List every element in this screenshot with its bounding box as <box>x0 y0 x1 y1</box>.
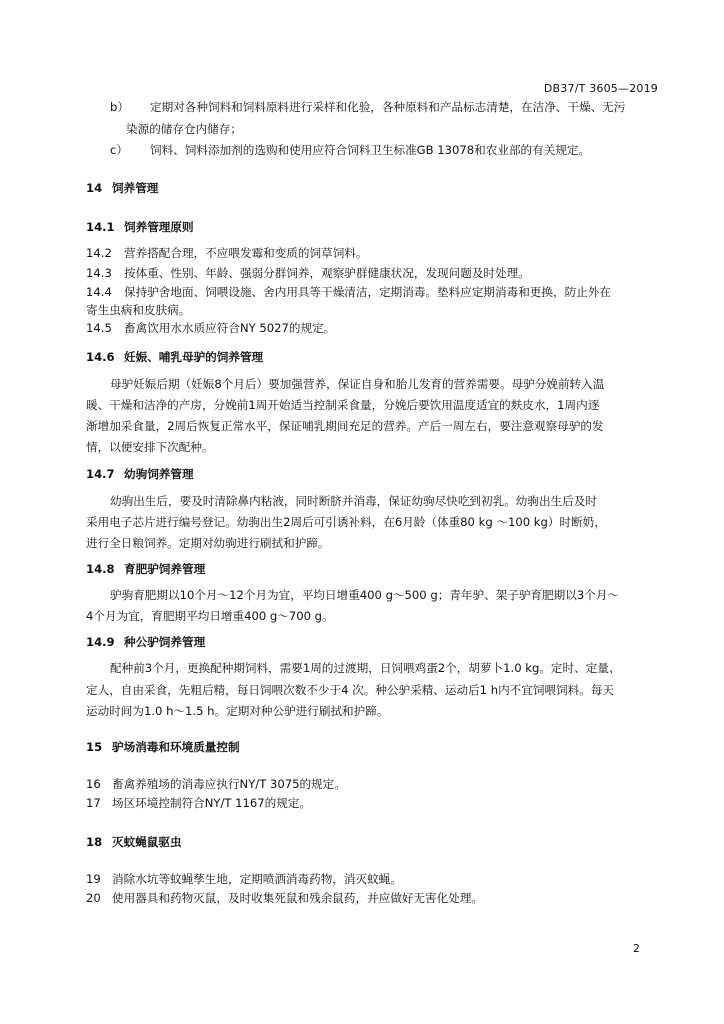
subsection-heading <box>86 349 656 365</box>
clause-number: 16 <box>86 777 101 791</box>
clause <box>86 265 656 281</box>
clause-number: 14.2 <box>86 246 112 260</box>
section-title: 妊娠、哺乳母驴的饲养管理 <box>124 350 264 364</box>
paragraph-line: 4个月为宜，育肥期平均日增重400 g～700 g。 <box>86 609 334 623</box>
paragraph-line: 渐增加采食量，2周后恢复正常水平，保证哺乳期间充足的营养。产后一周左右，要注意观察母驴的发 <box>86 419 604 433</box>
clause-number: 14.5 <box>86 321 112 335</box>
clause-text: 消除水坑等蚊蝇孳生地，定期喷洒消毒药物，消灭蚊蝇。 <box>112 872 402 886</box>
clause-text: 畜禽饮用水水质应符合NY 5027的规定。 <box>124 321 336 335</box>
clause-text: 营养搭配合理，不应喂发霉和变质的饲草饲料。 <box>124 246 368 260</box>
paragraph-line: 进行全日粮饲养。定期对幼驹进行刷拭和护蹄。 <box>86 536 330 550</box>
paragraph-line: 采用电子芯片进行编号登记。幼驹出生2周后可引诱补料，在6月龄（体重80 kg ～100 kg）时断奶， <box>86 515 606 529</box>
clause-number: 14.3 <box>86 266 112 280</box>
section-title: 育肥驴饲养管理 <box>124 562 206 576</box>
section-number: 14.8 <box>86 562 115 576</box>
paragraph-line: 定人，自由采食，先粗后精，每日饲喂次数不少于4 次。种公驴采精、运动后1 h内不宜饲喂饲料。每天 <box>86 683 615 697</box>
subsection-heading <box>86 219 656 235</box>
clause-number: 17 <box>86 796 101 810</box>
section-title: 种公驴饲养管理 <box>124 635 206 649</box>
section-number: 14.1 <box>86 220 115 234</box>
clause-cont: 寄生虫病和皮肤病。 <box>86 303 191 317</box>
paragraph-line: 情，以便安排下次配种。 <box>86 440 214 454</box>
section-title: 饲养管理 <box>112 181 159 195</box>
clause-text: 场区环境控制符合NY/T 1167的规定。 <box>112 796 312 810</box>
paragraph-line: 暖、干燥和洁净的产房，分娩前1周开始适当控制采食量，分娩后要饮用温度适宜的麸皮水，1周内逐 <box>86 398 600 412</box>
subsection-heading <box>86 466 656 482</box>
list-item <box>86 142 656 158</box>
section-number: 14.7 <box>86 467 115 481</box>
section-heading <box>86 180 656 196</box>
section-number: 18 <box>86 835 103 849</box>
clause <box>86 871 656 887</box>
list-item <box>86 99 656 115</box>
list-tag: b） <box>110 100 129 114</box>
clause <box>86 795 656 811</box>
subsection-heading <box>86 561 656 577</box>
list-tag: c） <box>110 143 128 157</box>
section-number: 14 <box>86 181 103 195</box>
section-number: 15 <box>86 740 103 754</box>
clause-number: 20 <box>86 891 101 905</box>
section-title: 饲养管理原则 <box>124 220 194 234</box>
clause <box>86 245 656 261</box>
clause <box>86 890 656 906</box>
paragraph-line: 驴驹育肥期以10个月～12个月为宜，平均日增重400 g～500 g；青年驴、架子驴育肥期以3个月～ <box>110 588 620 602</box>
clause <box>86 776 656 792</box>
clause-number: 14.4 <box>86 285 112 299</box>
clause-text: 保持驴舍地面、饲喂设施、舍内用具等干燥清洁，定期消毒。垫料应定期消毒和更换，防止外在 <box>124 285 611 299</box>
paragraph-line: 运动时间为1.0 h～1.5 h。定期对种公驴进行刷拭和护蹄。 <box>86 704 389 718</box>
section-number: 14.6 <box>86 350 115 364</box>
clause <box>86 320 656 336</box>
paragraph-line: 母驴妊娠后期（妊娠8个月后）要加强营养，保证自身和胎儿发育的营养需要。母驴分娩前转入温 <box>110 377 605 391</box>
section-number: 14.9 <box>86 635 115 649</box>
section-heading <box>86 834 656 850</box>
subsection-heading <box>86 634 656 650</box>
document-id: DB37/T 3605—2019 <box>543 82 658 95</box>
section-title: 驴场消毒和环境质量控制 <box>112 740 240 754</box>
section-title: 幼驹饲养管理 <box>124 467 194 481</box>
clause <box>86 284 656 300</box>
clause-text: 按体重、性别、年龄、强弱分群饲养，观察驴群健康状况，发现问题及时处理。 <box>124 266 530 280</box>
clause-text: 畜禽养殖场的消毒应执行NY/T 3075的规定。 <box>112 777 346 791</box>
clause-number: 19 <box>86 872 101 886</box>
clause-text: 使用器具和药物灭鼠，及时收集死鼠和残余鼠药，并应做好无害化处理。 <box>112 891 484 905</box>
section-title: 灭蚊蝇鼠驱虫 <box>112 835 182 849</box>
section-heading <box>86 739 656 755</box>
page-number: 2 <box>633 942 640 955</box>
paragraph-line: 配种前3个月，更换配种期饲料，需要1周的过渡期，日饲喂鸡蛋2个，胡萝卜1.0 kg。定时、定量、 <box>110 661 621 675</box>
list-text: 定期对各种饲料和饲料原料进行采样和化验，各种原料和产品标志清楚，在洁净、干燥、无污 <box>150 100 626 114</box>
paragraph-line: 幼驹出生后，要及时清除鼻内粘液，同时断脐并消毒，保证幼驹尽快吃到初乳。幼驹出生后及时 <box>110 494 597 508</box>
list-text-cont: 染源的储存仓内储存； <box>126 122 242 136</box>
list-text: 饲料、饲料添加剂的选购和使用应符合饲料卫生标准GB 13078和农业部的有关规定。 <box>150 143 591 157</box>
